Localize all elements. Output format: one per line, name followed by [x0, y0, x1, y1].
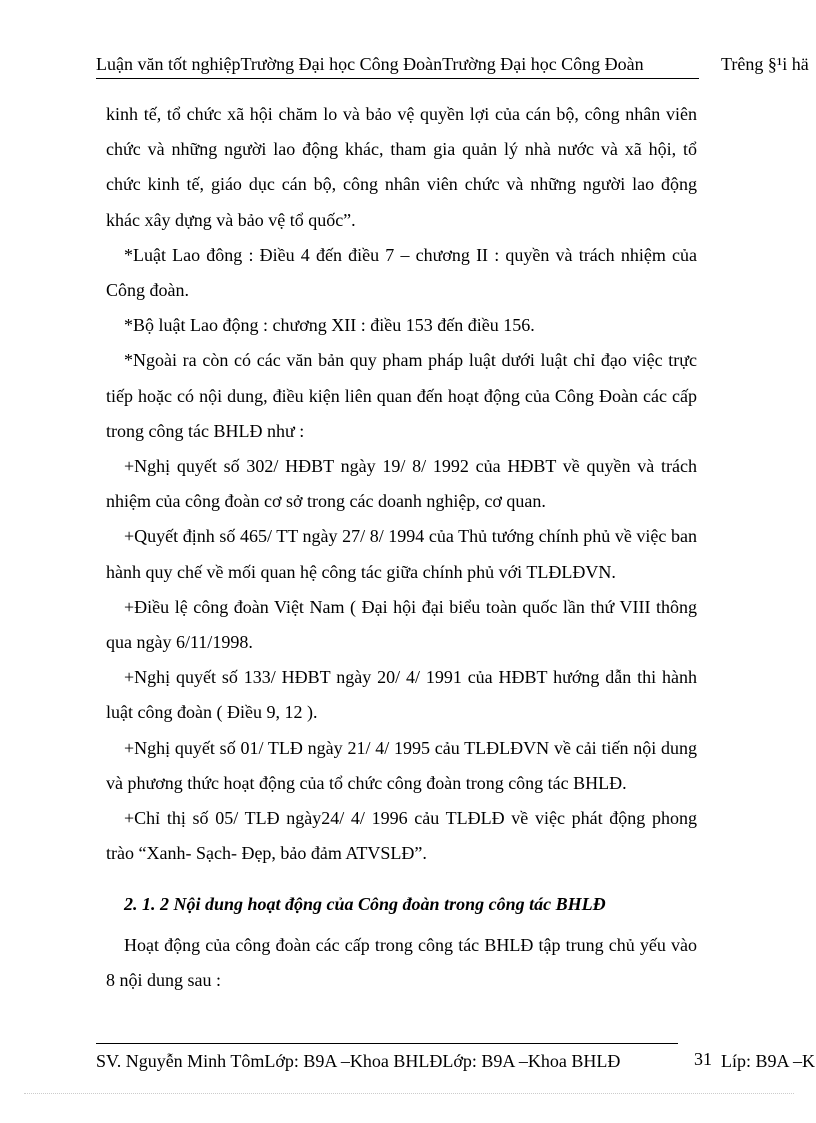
- page-bottom-border: [24, 1093, 794, 1094]
- paragraph-4: *Ngoài ra còn có các văn bản quy pham pháp luật dưới luật chỉ đạo việc trực tiếp hoặc có nội dung, điều kiện liên quan đến hoạt động của Công Đoàn các cấp trong công tác BHLĐ như :: [106, 350, 697, 441]
- running-header-right: Trêng §¹i hä: [721, 54, 809, 74]
- paragraph-1: kinh tế, tổ chức xã hội chăm lo và bảo vệ quyền lợi của cán bộ, công nhân viên chức và những người lao động khác, tham gia quản lý nhà nước và xã hội, tổ chức kinh tế, giáo dục cán bộ, công nhân viên chức và những người lao động khác xây dựng và bảo vệ tổ quốc”.: [106, 104, 697, 230]
- paragraph-9: +Nghị quyết số 01/ TLĐ ngày 21/ 4/ 1995 cảu TLĐLĐVN về cải tiến nội dung và phương thức hoạt động của tổ chức công đoàn trong công tác BHLĐ.: [106, 737, 697, 793]
- paragraph-5: +Nghị quyết số 302/ HĐBT ngày 19/ 8/ 1992 của HĐBT về quyền và trách nhiệm của công đoàn cơ sở trong các doanh nghiệp, cơ quan.: [106, 456, 697, 512]
- section-heading: 2. 1. 2 Nội dung hoạt động của Công đoàn trong công tác BHLĐ: [124, 894, 606, 914]
- paragraph-2: *Luật Lao đông : Điều 4 đến điều 7 – chương II : quyền và trách nhiệm của Công đoàn.: [106, 244, 697, 301]
- paragraph-7: +Điều lệ công đoàn Việt Nam ( Đại hội đại biểu toàn quốc lần thứ VIII thông qua ngày 6/11/1998.: [106, 596, 697, 653]
- body-text: [106, 97, 697, 871]
- footer-divider: [96, 1043, 678, 1044]
- running-header: Luận văn tốt nghiệpTrường Đại học Công ĐoànTrường Đại học Công Đoàn: [96, 52, 699, 79]
- running-footer: SV. Nguyễn Minh TômLớp: B9A –Khoa BHLĐLớp: B9A –Khoa BHLĐ: [96, 1051, 621, 1071]
- paragraph-8: +Nghị quyết số 133/ HĐBT ngày 20/ 4/ 1991 của HĐBT hướng dẫn thi hành luật công đoàn ( Điều 9, 12 ).: [106, 667, 697, 723]
- page-number: 31: [694, 1049, 712, 1069]
- paragraph-3: *Bộ luật Lao động : chương XII : điều 153 đến điều 156.: [124, 315, 535, 336]
- section-paragraph: Hoạt động của công đoàn các cấp trong công tác BHLĐ tập trung chủ yếu vào 8 nội dung sau :: [106, 935, 697, 991]
- section-body: [106, 928, 697, 998]
- paragraph-6: +Quyết định số 465/ TT ngày 27/ 8/ 1994 của Thủ tướng chính phủ về việc ban hành quy chế về mối quan hệ công tác giữa chính phủ với TLĐLĐVN.: [106, 526, 697, 582]
- running-footer-right: Líp: B9A –K: [721, 1051, 816, 1071]
- paragraph-10: +Chỉ thị số 05/ TLĐ ngày24/ 4/ 1996 cảu TLĐLĐ về việc phát động phong trào “Xanh- Sạch- Đẹp, bảo đảm ATVSLĐ”.: [106, 808, 697, 864]
